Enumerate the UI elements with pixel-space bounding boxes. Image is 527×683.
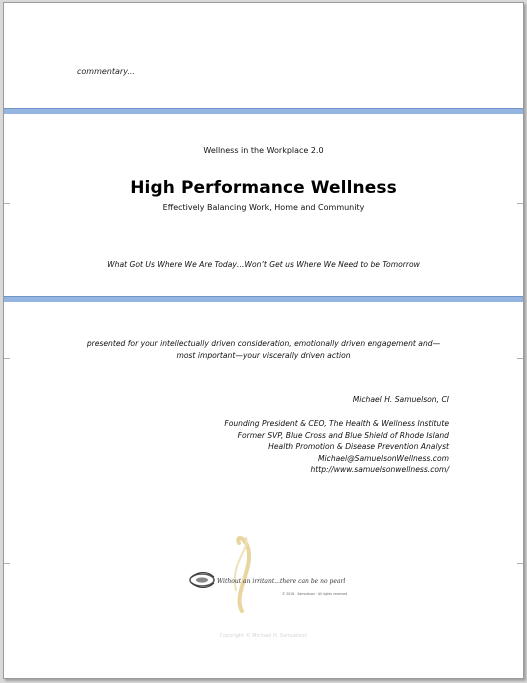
presented-line-1: presented for your intellectually driven consideration, emotionally driven engagement and—	[86, 339, 441, 348]
bottom-divider-rule	[4, 296, 523, 302]
logo-small-print: © 2016 · Samuelson · All rights reserved	[282, 592, 348, 596]
top-divider-rule	[4, 108, 523, 114]
credential-line: Founding President & CEO, The Health & Wellness Institute	[224, 419, 449, 428]
presented-statement	[4, 338, 523, 362]
document-title: High Performance Wellness	[130, 178, 397, 198]
copyright-footer: Copyright © Michael H. Samuelson	[219, 633, 308, 639]
margin-tick	[4, 563, 10, 564]
logo-motto: Without an irritant...there can be no pearl	[217, 578, 346, 585]
author-email-link[interactable]: Michael@SamuelsonWellness.com	[318, 453, 449, 463]
author-credentials	[224, 418, 449, 476]
document-page	[3, 2, 524, 679]
tagline: What Got Us Where We Are Today…Won’t Get us Where We Need to be Tomorrow	[107, 260, 420, 269]
presented-line-2: most important—your viscerally driven action	[176, 351, 351, 360]
commentary-label: commentary...	[77, 67, 135, 76]
author-name: Michael H. Samuelson, CI	[352, 395, 449, 404]
credential-line: Health Promotion & Disease Prevention Analyst	[268, 442, 449, 451]
oyster-pearl-icon	[184, 533, 354, 613]
document-subtitle: Effectively Balancing Work, Home and Community	[162, 203, 365, 212]
author-website-link[interactable]: http://www.samuelsonwellness.com/	[310, 465, 449, 474]
series-title: Wellness in the Workplace 2.0	[203, 146, 324, 155]
credential-line: Former SVP, Blue Cross and Blue Shield of Rhode Island	[237, 430, 449, 440]
margin-tick	[517, 563, 523, 564]
